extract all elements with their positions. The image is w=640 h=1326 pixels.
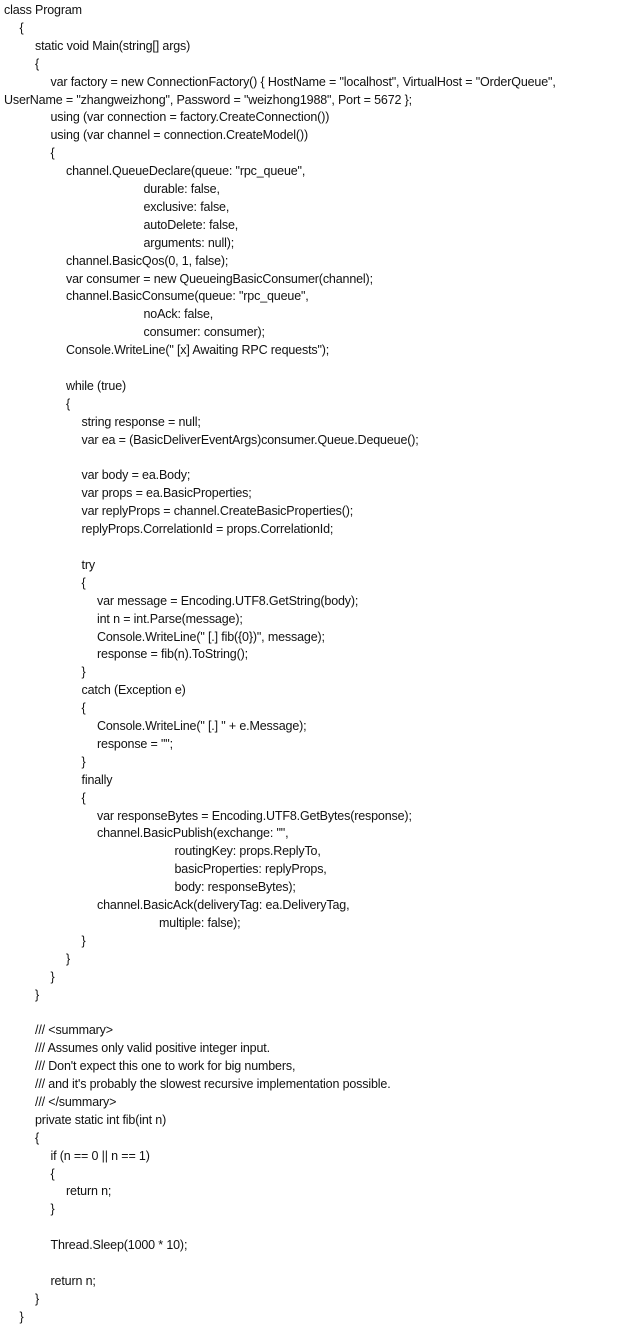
code-line: replyProps.CorrelationId = props.CorrelationId; <box>81 522 334 537</box>
code-line: string response = null; <box>81 414 201 429</box>
code-line: { <box>35 1130 40 1145</box>
code-line: var responseBytes = Encoding.UTF8.GetBytes(response); <box>97 808 412 823</box>
code-line: /// <summary> <box>35 1023 113 1038</box>
code-line: } <box>81 665 86 680</box>
code-line: using (var connection = factory.CreateConnection()) <box>50 110 330 125</box>
code-line: { <box>81 575 86 590</box>
code-line: var replyProps = channel.CreateBasicProperties(); <box>81 504 354 519</box>
code-line: var factory = new ConnectionFactory() { HostName = "localhost", VirtualHost = "OrderQueue", <box>50 74 556 89</box>
code-line: /// and it's probably the slowest recursive implementation possible. <box>35 1077 391 1091</box>
code-line: { <box>35 56 40 71</box>
code-line: { <box>50 1166 55 1181</box>
code-line: exclusive: false, <box>143 199 230 214</box>
code-line: channel.BasicConsume(queue: "rpc_queue", <box>66 289 309 304</box>
code-line: { <box>19 20 24 35</box>
code-line: } <box>81 754 86 769</box>
code-line: { <box>81 790 86 805</box>
code-line: var body = ea.Body; <box>81 468 191 483</box>
code-line: consumer: consumer); <box>143 325 265 340</box>
code-line: } <box>19 1309 24 1324</box>
code-line: noAck: false, <box>143 307 214 322</box>
code-line: Thread.Sleep(1000 * 10); <box>50 1238 188 1253</box>
code-line: /// Don't expect this one to work for big numbers, <box>35 1059 296 1074</box>
code-line: var consumer = new QueueingBasicConsumer(channel); <box>66 271 373 286</box>
code-line: durable: false, <box>143 182 220 196</box>
code-line: autoDelete: false, <box>143 217 239 232</box>
code-line: if (n == 0 || n == 1) <box>50 1148 150 1163</box>
code-line: basicProperties: replyProps, <box>174 862 327 877</box>
code-line: return n; <box>50 1273 96 1288</box>
code-line: channel.BasicQos(0, 1, false); <box>66 253 229 268</box>
code-line: static void Main(string[] args) <box>35 38 191 53</box>
code-line: UserName = "zhangweizhong", Password = "weizhong1988", Port = 5672 }; <box>4 92 412 107</box>
code-line: channel.BasicAck(deliveryTag: ea.DeliveryTag, <box>97 898 350 912</box>
code-line: finally <box>81 772 113 787</box>
code-line: while (true) <box>66 378 127 393</box>
code-line: response = fib(n).ToString(); <box>97 647 248 662</box>
code-line: { <box>50 146 55 161</box>
code-line: channel.QueueDeclare(queue: "rpc_queue", <box>66 164 306 179</box>
code-line: using (var channel = connection.CreateModel()) <box>50 128 308 143</box>
code-line: } <box>50 969 55 984</box>
code-line: body: responseBytes); <box>174 880 296 895</box>
code-line: multiple: false); <box>159 915 241 930</box>
code-line: response = ""; <box>97 736 173 751</box>
code-line: } <box>50 1202 55 1217</box>
code-line: routingKey: props.ReplyTo, <box>174 844 321 859</box>
code-line: catch (Exception e) <box>81 683 186 698</box>
code-line: } <box>81 933 86 948</box>
code-line: } <box>35 1291 40 1306</box>
code-line: } <box>66 951 71 966</box>
code-line: /// Assumes only valid positive integer input. <box>35 1041 270 1056</box>
code-line: var ea = (BasicDeliverEventArgs)consumer.Queue.Dequeue(); <box>81 432 419 447</box>
code-line: Console.WriteLine(" [x] Awaiting RPC requests"); <box>66 343 330 358</box>
code-line: arguments: null); <box>143 235 235 250</box>
code-line: class Program <box>4 3 82 17</box>
code-line: Console.WriteLine(" [.] fib({0})", message); <box>97 629 325 644</box>
code-line: channel.BasicPublish(exchange: "", <box>97 826 289 841</box>
code-line: Console.WriteLine(" [.] " + e.Message); <box>97 719 307 733</box>
code-line: /// </summary> <box>35 1094 117 1109</box>
code-line: } <box>35 987 40 1002</box>
code-line: var message = Encoding.UTF8.GetString(body); <box>97 593 359 608</box>
code-line: int n = int.Parse(message); <box>97 611 243 626</box>
code-line: { <box>66 396 71 411</box>
code-line: try <box>81 557 95 572</box>
code-line: return n; <box>66 1184 112 1199</box>
code-line: { <box>81 701 86 716</box>
code-line: var props = ea.BasicProperties; <box>81 486 252 501</box>
code-line: private static int fib(int n) <box>35 1112 167 1127</box>
